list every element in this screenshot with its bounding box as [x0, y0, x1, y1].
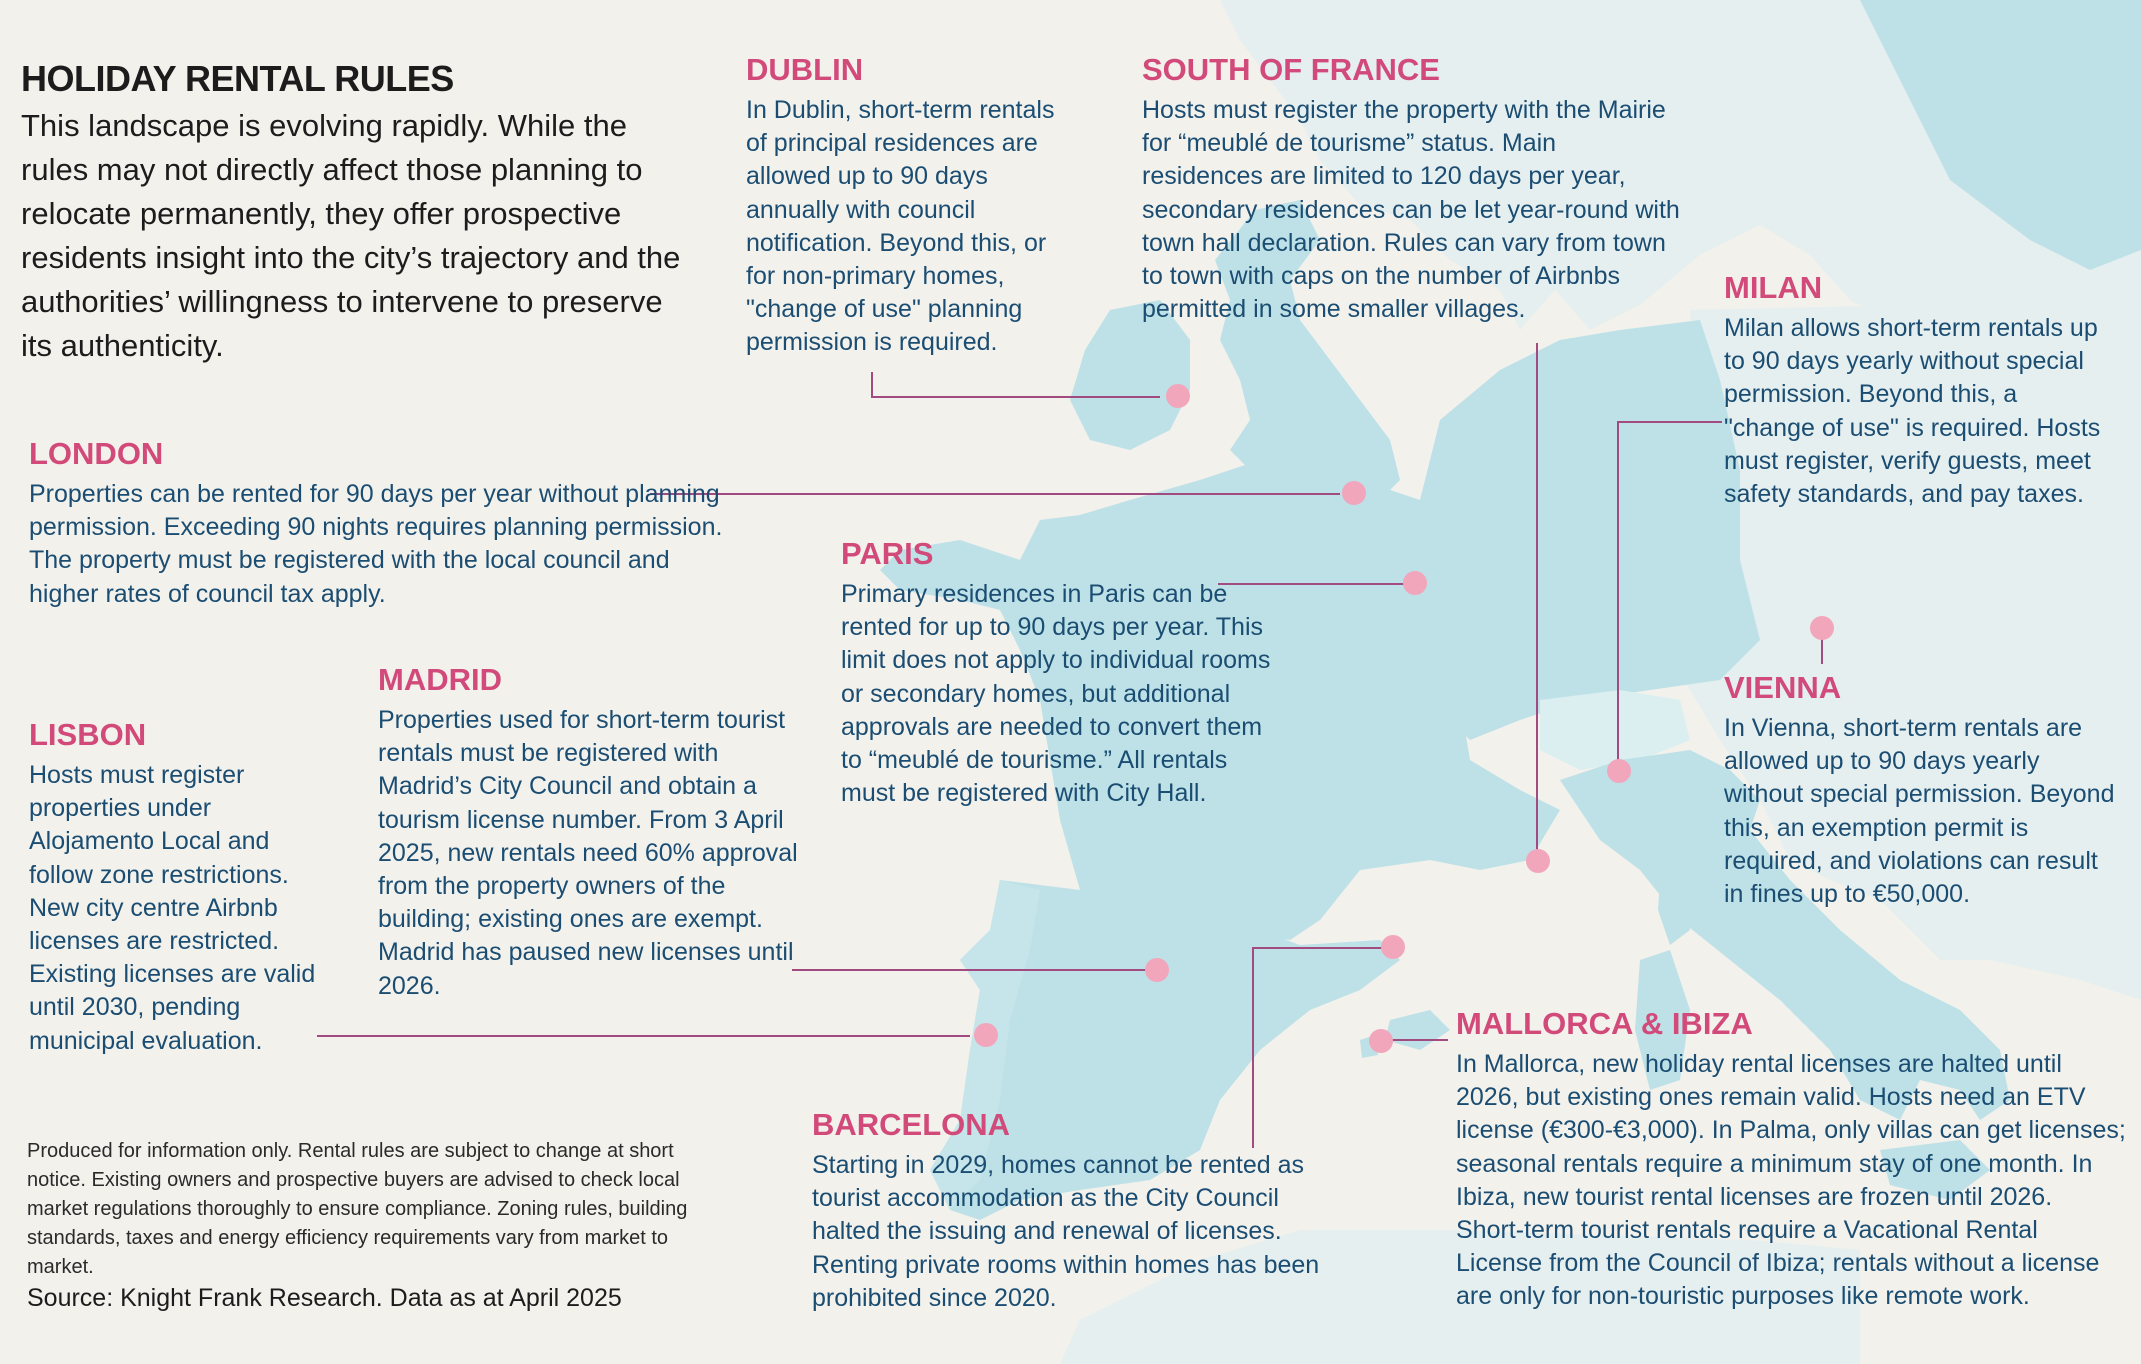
paris-marker[interactable] [1403, 571, 1427, 595]
vienna-description: In Vienna, short-term rentals are allowed up to 90 days yearly without special permission. Beyond this, an exemption permit is required, and violations can result in fines up to €50,000. [1724, 714, 2115, 909]
madrid-description: Properties used for short-term tourist rentals must be registered with Madrid’s City Council and obtain a tourism license number. From 3 April 2025, new rentals need 60% approval from the property owners of the building; existing ones are exempt. Madrid has paused new licenses until 2026. [378, 706, 798, 1000]
disclaimer-text: Produced for information only. Rental rules are subject to change at short notice. Existing owners and prospective buyers are advised to check local market regulations thoroughly to ensure compliance. Zoning rules, building standards, taxes and energy efficiency requirements vary from market to market. [27, 1140, 688, 1278]
barcelona-label: BARCELONA [812, 1107, 1011, 1142]
milan-description: Milan allows short-term rentals up to 90 days yearly without special permission. Beyond this, a "change of use" is required. Hosts must register, verify guests, meet safety standards, and pay taxes. [1724, 314, 2101, 509]
london-description: Properties can be rented for 90 days per year without planning permission. Exceeding 90 nights requires planning permission. The property must be registered with the local council and higher rates of council tax apply. [29, 480, 723, 608]
mallorca-landmass [1385, 1010, 1450, 1050]
barcelona-description: Starting in 2029, homes cannot be rented as tourist accommodation as the City Council halted the issuing and renewal of licenses. Renting private rooms within homes has been prohibited since 2020. [812, 1151, 1320, 1312]
page-title: HOLIDAY RENTAL RULES [21, 58, 454, 99]
dublin-label: DUBLIN [746, 52, 864, 87]
mallorca-ibiza-label: MALLORCA & IBIZA [1456, 1006, 1753, 1041]
dublin-marker[interactable] [1166, 384, 1190, 408]
paris-description: Primary residences in Paris can be rented for up to 90 days per year. This limit does not apply to individual rooms or secondary homes, but additional approvals are needed to convert them to “meublé de tourisme.” All rentals must be registered with City Hall. [841, 580, 1271, 808]
vienna-callout [1724, 670, 2124, 911]
london-callout [29, 436, 729, 611]
lisbon-label: LISBON [29, 717, 147, 752]
vienna-marker[interactable] [1810, 616, 1834, 640]
south-of-france-callout [1142, 52, 1682, 326]
south-of-france-marker[interactable] [1526, 849, 1550, 873]
madrid-marker[interactable] [1145, 958, 1169, 982]
vienna-label: VIENNA [1724, 670, 1842, 705]
madrid-callout [378, 662, 808, 1003]
paris-callout [841, 536, 1271, 810]
south-of-france-description: Hosts must register the property with the Mairie for “meublé de tourisme” status. Main residences are limited to 120 days per year, secondary residences can be let year-round with town hall declaration. Rules can vary from town to town with caps on the number of Airbnbs permitted in some smaller villages. [1142, 96, 1680, 324]
london-marker[interactable] [1342, 481, 1366, 505]
barcelona-callout [812, 1107, 1352, 1315]
lisbon-description: Hosts must register properties under Alojamento Local and follow zone restrictions. New city centre Airbnb licenses are restricted. Existing licenses are valid until 2030, pending municipal evaluation. [29, 761, 316, 1055]
central-europe-highlight [1410, 320, 1760, 740]
mallorca-ibiza-callout [1456, 1006, 2126, 1314]
milan-marker[interactable] [1607, 759, 1631, 783]
dublin-callout [746, 52, 1076, 360]
barcelona-marker[interactable] [1381, 935, 1405, 959]
south-of-france-label: SOUTH OF FRANCE [1142, 52, 1440, 87]
dublin-description: In Dublin, short-term rentals of principal residences are allowed up to 90 days annually with council notification. Beyond this, or for non-primary homes, "change of use" planning permission is required. [746, 96, 1055, 357]
mallorca-ibiza-description: In Mallorca, new holiday rental licenses are halted until 2026, but existing ones remain valid. Hosts need an ETV license (€300-€3,000). In Palma, only villas can get licenses; seasonal rentals require a minimum stay of one month. In Ibiza, new tourist rental licenses are frozen until 2026. Short-term tourist rentals require a Vacational Rental License from the Council of Ibiza; rentals without a license are only for non-touristic purposes like remote work. [1456, 1050, 2126, 1311]
intro-text: This landscape is evolving rapidly. While the rules may not directly affect those planning to relocate permanently, they offer prospective residents insight into the city’s trajectory and the authorities’ willingness to intervene to preserve its authenticity. [21, 108, 681, 363]
lisbon-callout [29, 717, 329, 1058]
lisbon-marker[interactable] [974, 1023, 998, 1047]
milan-label: MILAN [1724, 270, 1823, 305]
london-label: LONDON [29, 436, 164, 471]
paris-label: PARIS [841, 536, 934, 571]
milan-callout [1724, 270, 2104, 511]
source-note: Source: Knight Frank Research. Data as at April 2025 [27, 1284, 622, 1312]
madrid-label: MADRID [378, 662, 502, 697]
mallorca-ibiza-marker[interactable] [1369, 1029, 1393, 1053]
